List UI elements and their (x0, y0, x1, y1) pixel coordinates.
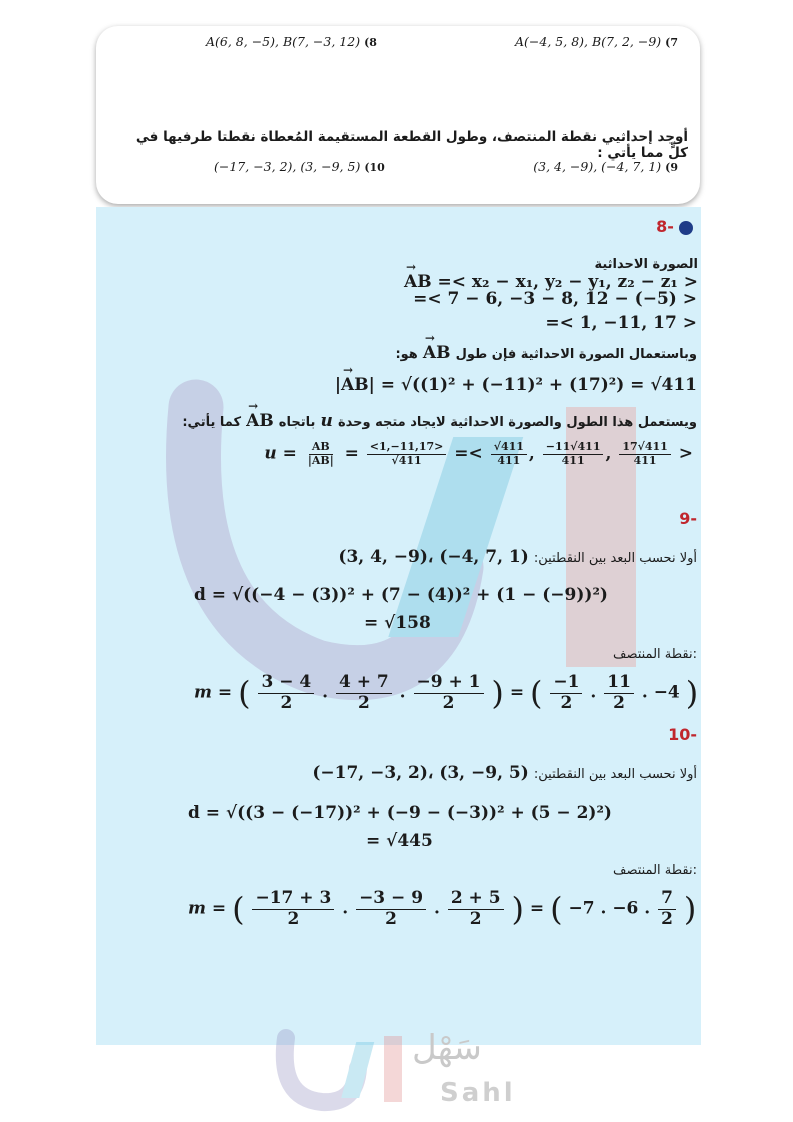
sahl-logo-icon (272, 1028, 412, 1112)
question-7 (515, 34, 678, 49)
section-8-label: 8- (656, 217, 674, 236)
frac-num: 7 (658, 889, 676, 910)
frac-num: −17 + 3 (252, 889, 334, 910)
section-10-label: 10- (668, 725, 697, 744)
question-8-text: A(6, 8, −5), B(7, −3, 12) (206, 34, 361, 49)
s8-unit-symbol: u (320, 411, 333, 431)
section-9-label: 9- (679, 509, 697, 528)
instruction-text: أوجد إحداثيي نقطة المنتصف، وطول القطعة المستقيمة المُعطاة نقطتا طرفيها في كلٍّ مما يأتي : (135, 129, 688, 161)
s8-line1-text: الصورة الاحداثية (594, 257, 698, 272)
frac-den: 2 (442, 692, 455, 713)
frac-den: 411 (633, 453, 657, 467)
question-10 (214, 159, 385, 174)
frac-den: √411 (391, 453, 422, 467)
s8-length-intro-b: هو: (395, 347, 418, 362)
s9-distance-formula: d = √((−4 − (3))² + (7 − (4))² + (1 − (−9))²) (194, 585, 608, 605)
question-8-number: (8 (364, 36, 377, 49)
s8-line1-math: =< x₂ − x₁, y₂ − y₁, z₂ − z₁ > (437, 272, 698, 292)
solution-panel (96, 207, 701, 1045)
s8-length-intro (395, 343, 697, 363)
s10-distance-formula: d = √((3 − (−17))² + (−9 − (−3))² + (5 − 2)²) (188, 803, 612, 823)
question-9-text: (3, 4, −9), (−4, 7, 1) (533, 159, 662, 174)
frac-den: 2 (560, 692, 573, 713)
s8-unit-intro-c: كما يأتي: (182, 415, 242, 430)
s10-m-r1: −7 (568, 898, 595, 919)
s8-length-line: |→ AB| = √((1)² + (−11)² + (17)²) = √411 (335, 375, 697, 395)
s9-distance-intro (338, 547, 697, 567)
frac-num: −3 − 9 (356, 889, 426, 910)
frac-den: 411 (497, 453, 521, 467)
question-9-number: (9 (665, 161, 678, 174)
frac-num: 11 (604, 673, 634, 694)
s9-m-prefix: m = (194, 682, 233, 703)
frac-den: 2 (280, 692, 293, 713)
question-10-number: (10 (364, 161, 385, 174)
s9-midpoint-label: نقطة المنتصف: (612, 647, 697, 662)
s10-midpoint-formula: m = ( $\frac{-17 + 3}{2}$ . $\frac{-3 - 9}{2}$ . $\frac{2 + 5}{2}$ ) = ( −7 . −6 . $\frac{7}{2}$ ) (188, 888, 697, 929)
frac-num: 4 + 7 (336, 673, 392, 694)
frac-den: 2 (469, 908, 482, 929)
question-9 (533, 159, 678, 174)
s8-unit-intro (182, 411, 697, 431)
frac-num: AB (309, 441, 333, 455)
s10-points: (−17, −3, 2)، (3, −9, 5) (312, 763, 529, 783)
s9-midpoint-formula: m = ( $\frac{3 - 4}{2}$ . $\frac{4 + 7}{2}$ . $\frac{-9 + 1}{2}$ ) = ( $\frac{-1}{2}$ . $\frac{11}{2}$ . −4 ) (194, 672, 699, 713)
s8-unit-vector-line: u = $\frac{AB}{|AB|}$ = $\frac{<1,-11,17>}{√411}$ =< $\frac{√411}{411}$ , $\frac{-11√411}{411}$ , $\frac{17√411}{411}$ > (264, 440, 693, 467)
frac-den: 2 (613, 692, 625, 713)
s10-distance-intro (312, 763, 697, 783)
s8-unit-intro-a: ويستعمل هذا الطول والصورة الاحداثية لايجاد متجه وحدة (337, 415, 697, 430)
question-7-text: A(−4, 5, 8), B(7, 2, −9) (515, 34, 662, 49)
frac-num: −9 + 1 (414, 673, 484, 694)
s8-unit-intro-b: باتجاه (278, 415, 316, 430)
frac-num: −11√411 (543, 441, 604, 455)
question-8 (206, 34, 377, 49)
s10-midpoint-label: نقطة المنتصف: (612, 863, 697, 878)
frac-num: 2 + 5 (448, 889, 504, 910)
s8-unit-u: u = (264, 443, 297, 464)
vector-ab: → AB (404, 272, 432, 292)
frac-den: 2 (661, 908, 673, 929)
bullet-icon (679, 221, 693, 235)
frac-den: |AB| (307, 453, 334, 467)
frac-num: 17√411 (619, 441, 671, 455)
frac-den: 411 (561, 453, 585, 467)
s8-line1 (278, 253, 698, 292)
sahl-watermark-logo (272, 1028, 532, 1112)
frac-den: 2 (357, 692, 370, 713)
frac-num: <1,−11,17> (367, 441, 447, 455)
s9-points: (3, 4, −9)، (−4, 7, 1) (338, 547, 529, 567)
s8-line3: =< 1, −11, 17 > (545, 313, 697, 333)
s10-m-r2: −6 (612, 898, 639, 919)
s8-length-intro-a: وباستعمال الصورة الاحداثية فإن طول (455, 347, 697, 362)
frac-den: 2 (287, 908, 300, 929)
vector-ab: → AB (246, 411, 274, 431)
question-7-number: (7 (665, 36, 678, 49)
s9-distance-text: أولا نحسب البعد بين النقطتين: (533, 551, 697, 566)
s10-distance-text: أولا نحسب البعد بين النقطتين: (533, 767, 697, 782)
question-10-text: (−17, −3, 2), (3, −9, 5) (214, 159, 361, 174)
s10-distance-result: = √445 (366, 831, 433, 851)
frac-den: 2 (385, 908, 397, 929)
question-card (96, 26, 700, 204)
s8-line2: =< 7 − 6, −3 − 8, 12 − (−5) > (413, 289, 697, 309)
sahl-latin-text: Sahl (440, 1078, 516, 1108)
vector-ab: → AB (423, 343, 451, 363)
s10-m-prefix: m = (188, 898, 227, 919)
frac-num: √411 (491, 441, 527, 455)
s9-distance-result: = √158 (364, 613, 431, 633)
vector-ab: → AB (341, 375, 369, 395)
section-8-header (656, 217, 693, 236)
frac-num: 3 − 4 (258, 673, 314, 694)
s9-m-r3: −4 (653, 682, 680, 703)
frac-num: −1 (550, 673, 582, 694)
sahl-arabic-text: سَهْل (412, 1028, 482, 1068)
s8-length-value: = √((1)² + (−11)² + (17)²) = √411 (380, 375, 697, 395)
